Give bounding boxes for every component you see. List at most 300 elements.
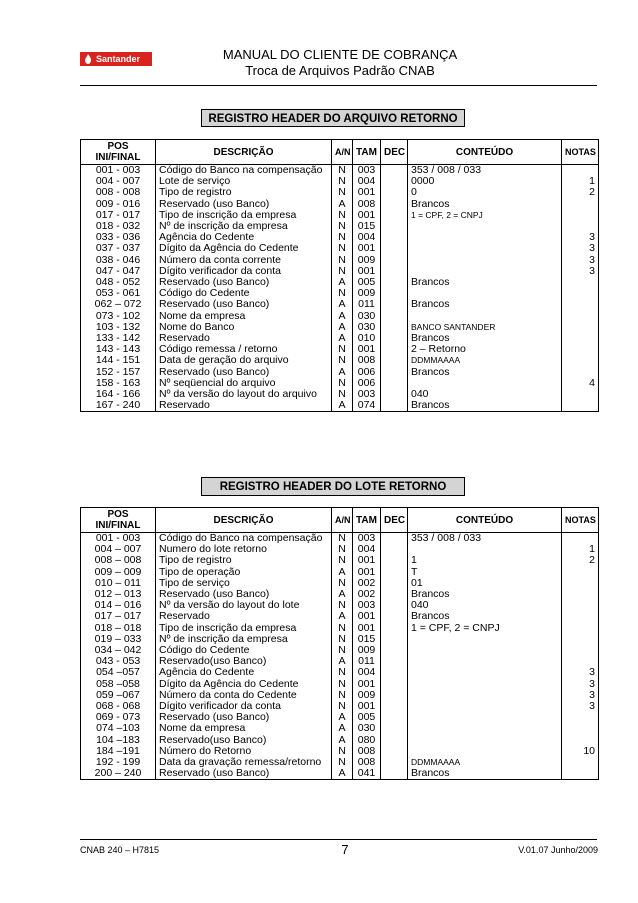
table-row	[81, 533, 599, 545]
field-note: 3	[562, 232, 599, 243]
field-content	[408, 232, 562, 243]
table-row	[81, 221, 599, 232]
field-type: N	[332, 757, 353, 768]
field-note: 1	[562, 176, 599, 187]
field-type: N	[332, 378, 353, 389]
field-content: 2 – Retorno	[408, 344, 562, 355]
field-decimals	[381, 400, 408, 412]
field-decimals	[381, 533, 408, 545]
field-note	[562, 611, 599, 622]
field-size: 001	[353, 243, 381, 254]
field-note: 3	[562, 667, 599, 678]
field-content: Brancos	[408, 589, 562, 600]
field-size: 008	[353, 746, 381, 757]
field-size: 009	[353, 645, 381, 656]
field-description: Reservado (uso Banco)	[156, 589, 332, 600]
footer-divider	[80, 839, 597, 840]
field-position: 074 –103	[81, 723, 156, 734]
field-description: Nome do Banco	[156, 322, 332, 333]
field-note: 3	[562, 243, 599, 254]
field-decimals	[381, 645, 408, 656]
field-size: 001	[353, 611, 381, 622]
field-type: N	[332, 266, 353, 277]
field-position: 058 –058	[81, 679, 156, 690]
field-type: A	[332, 735, 353, 746]
field-size: 008	[353, 355, 381, 366]
field-decimals	[381, 243, 408, 254]
field-note	[562, 277, 599, 288]
field-decimals	[381, 210, 408, 221]
field-type: N	[332, 544, 353, 555]
field-size: 011	[353, 299, 381, 310]
field-size: 004	[353, 667, 381, 678]
table-row	[81, 555, 599, 566]
field-position: 014 – 016	[81, 600, 156, 611]
field-decimals	[381, 221, 408, 232]
table-row	[81, 176, 599, 187]
field-decimals	[381, 367, 408, 378]
field-type: N	[332, 243, 353, 254]
field-size: 003	[353, 533, 381, 545]
field-type: A	[332, 567, 353, 578]
field-size: 004	[353, 544, 381, 555]
table-row	[81, 187, 599, 198]
field-position: 073 - 102	[81, 311, 156, 322]
field-decimals	[381, 723, 408, 734]
field-content: 1 = CPF, 2 = CNPJ	[408, 623, 562, 634]
field-note: 3	[562, 266, 599, 277]
field-decimals	[381, 679, 408, 690]
field-type: N	[332, 187, 353, 198]
field-description: Dígito verificador da conta	[156, 266, 332, 277]
field-note	[562, 757, 599, 768]
table-row	[81, 355, 599, 366]
field-size: 015	[353, 221, 381, 232]
table-row	[81, 757, 599, 768]
field-size: 009	[353, 255, 381, 266]
field-description: Código remessa / retorno	[156, 344, 332, 355]
header-divider	[80, 85, 597, 86]
field-type: N	[332, 600, 353, 611]
field-content	[408, 243, 562, 254]
field-description: Reservado	[156, 400, 332, 412]
field-position: 069 - 073	[81, 712, 156, 723]
field-size: 001	[353, 623, 381, 634]
field-content	[408, 544, 562, 555]
document-title: MANUAL DO CLIENTE DE COBRANÇA	[222, 47, 458, 62]
field-size: 030	[353, 322, 381, 333]
field-note	[562, 645, 599, 656]
field-content: Brancos	[408, 277, 562, 288]
field-position: 008 – 008	[81, 555, 156, 566]
field-description: Tipo de serviço	[156, 578, 332, 589]
field-position: 068 - 068	[81, 701, 156, 712]
field-size: 080	[353, 735, 381, 746]
field-note	[562, 389, 599, 400]
field-note	[562, 333, 599, 344]
field-size: 002	[353, 589, 381, 600]
field-content: Brancos	[408, 199, 562, 210]
field-position: 164 - 166	[81, 389, 156, 400]
field-position: 034 – 042	[81, 645, 156, 656]
document-subtitle: Troca de Arquivos Padrão CNAB	[245, 63, 435, 78]
field-decimals	[381, 757, 408, 768]
field-note	[562, 199, 599, 210]
field-note	[562, 623, 599, 634]
field-type: A	[332, 311, 353, 322]
field-decimals	[381, 333, 408, 344]
table-row	[81, 165, 599, 177]
field-size: 008	[353, 757, 381, 768]
field-description: Reservado	[156, 333, 332, 344]
field-description: Agência do Cedente	[156, 667, 332, 678]
field-note	[562, 288, 599, 299]
table-row	[81, 389, 599, 400]
field-decimals	[381, 544, 408, 555]
field-note: 3	[562, 679, 599, 690]
table-row	[81, 589, 599, 600]
field-type: A	[332, 400, 353, 412]
field-type: N	[332, 679, 353, 690]
field-position: 009 – 009	[81, 567, 156, 578]
field-content: T	[408, 567, 562, 578]
field-content	[408, 255, 562, 266]
field-type: N	[332, 578, 353, 589]
field-position: 018 – 018	[81, 623, 156, 634]
field-note	[562, 735, 599, 746]
field-description: Data de geração do arquivo	[156, 355, 332, 366]
table-row	[81, 199, 599, 210]
field-note	[562, 367, 599, 378]
field-note	[562, 165, 599, 177]
table-row	[81, 667, 599, 678]
flame-icon	[83, 54, 93, 64]
field-decimals	[381, 389, 408, 400]
field-description: Reservado (uso Banco)	[156, 277, 332, 288]
table-row	[81, 255, 599, 266]
field-position: 001 - 003	[81, 533, 156, 545]
field-description: Tipo de inscrição da empresa	[156, 623, 332, 634]
field-decimals	[381, 611, 408, 622]
field-description: Dígito da Agência do Cedente	[156, 679, 332, 690]
section1-table	[80, 139, 599, 412]
col-tam: TAM	[353, 508, 381, 533]
field-size: 074	[353, 400, 381, 412]
field-description: Tipo de registro	[156, 555, 332, 566]
field-position: 104 –183	[81, 735, 156, 746]
field-content: 353 / 008 / 033	[408, 533, 562, 545]
field-content: 1 = CPF, 2 = CNPJ	[408, 210, 562, 221]
table-row	[81, 243, 599, 254]
field-description: Reservado(uso Banco)	[156, 656, 332, 667]
field-note: 3	[562, 255, 599, 266]
field-size: 003	[353, 165, 381, 177]
table-header-row	[81, 508, 599, 533]
field-content: 01	[408, 578, 562, 589]
section1-title: REGISTRO HEADER DO ARQUIVO RETORNO	[201, 109, 465, 127]
field-position: 018 - 032	[81, 221, 156, 232]
field-type: A	[332, 367, 353, 378]
field-size: 003	[353, 389, 381, 400]
table-row	[81, 768, 599, 780]
field-content: Brancos	[408, 768, 562, 780]
field-decimals	[381, 578, 408, 589]
field-type: N	[332, 645, 353, 656]
field-content: 0	[408, 187, 562, 198]
field-size: 005	[353, 712, 381, 723]
field-type: A	[332, 611, 353, 622]
field-content	[408, 712, 562, 723]
field-description: Número da conta corrente	[156, 255, 332, 266]
field-content	[408, 667, 562, 678]
table-row	[81, 299, 599, 310]
field-position: 017 - 017	[81, 210, 156, 221]
field-note: 2	[562, 187, 599, 198]
field-position: 033 - 036	[81, 232, 156, 243]
section2-title: REGISTRO HEADER DO LOTE RETORNO	[201, 477, 465, 496]
field-note	[562, 723, 599, 734]
field-note	[562, 600, 599, 611]
field-description: Tipo de inscrição da empresa	[156, 210, 332, 221]
field-description: Nome da empresa	[156, 723, 332, 734]
field-position: 001 - 003	[81, 165, 156, 177]
field-description: Reservado(uso Banco)	[156, 735, 332, 746]
field-content	[408, 266, 562, 277]
field-decimals	[381, 623, 408, 634]
section2-table	[80, 507, 599, 780]
field-note	[562, 210, 599, 221]
field-position: 047 - 047	[81, 266, 156, 277]
field-position: 143 - 143	[81, 344, 156, 355]
field-note	[562, 656, 599, 667]
table-row	[81, 400, 599, 412]
col-dec: DEC	[381, 508, 408, 533]
table-row	[81, 746, 599, 757]
field-position: 158 - 163	[81, 378, 156, 389]
field-decimals	[381, 232, 408, 243]
field-position: 152 - 157	[81, 367, 156, 378]
field-note	[562, 400, 599, 412]
field-description: Reservado	[156, 611, 332, 622]
field-description: Lote de serviço	[156, 176, 332, 187]
field-decimals	[381, 255, 408, 266]
logo-text: Santander	[96, 54, 141, 64]
table-row	[81, 701, 599, 712]
field-note	[562, 299, 599, 310]
field-position: 059 –067	[81, 690, 156, 701]
field-description: Nº de inscrição da empresa	[156, 634, 332, 645]
field-decimals	[381, 701, 408, 712]
field-position: 009 - 016	[81, 199, 156, 210]
table-row	[81, 367, 599, 378]
field-type: A	[332, 589, 353, 600]
field-note	[562, 567, 599, 578]
field-position: 053 - 061	[81, 288, 156, 299]
field-type: N	[332, 623, 353, 634]
field-position: 037 - 037	[81, 243, 156, 254]
field-size: 030	[353, 723, 381, 734]
field-type: N	[332, 288, 353, 299]
field-note	[562, 533, 599, 545]
field-description: Código do Banco na compensação	[156, 533, 332, 545]
field-content: 353 / 008 / 033	[408, 165, 562, 177]
field-note	[562, 221, 599, 232]
field-position: 200 – 240	[81, 768, 156, 780]
field-type: N	[332, 210, 353, 221]
field-size: 011	[353, 656, 381, 667]
field-position: 103 - 132	[81, 322, 156, 333]
field-description: Código do Banco na compensação	[156, 165, 332, 177]
table-row	[81, 210, 599, 221]
field-position: 038 - 046	[81, 255, 156, 266]
field-description: Código do Cedente	[156, 645, 332, 656]
field-position: 017 – 017	[81, 611, 156, 622]
field-type: A	[332, 277, 353, 288]
field-size: 001	[353, 701, 381, 712]
field-type: A	[332, 768, 353, 780]
col-descricao: DESCRIÇÃO	[156, 508, 332, 533]
table-row	[81, 232, 599, 243]
field-content	[408, 634, 562, 645]
field-position: 184 –191	[81, 746, 156, 757]
field-type: N	[332, 555, 353, 566]
field-decimals	[381, 266, 408, 277]
page-number: 7	[341, 842, 349, 857]
field-position: 054 –057	[81, 667, 156, 678]
footer-version: V.01.07 Junho/2009	[518, 845, 598, 855]
table-row	[81, 723, 599, 734]
field-size: 001	[353, 210, 381, 221]
field-content: DDMMAAAA	[408, 757, 562, 768]
field-content	[408, 735, 562, 746]
field-size: 030	[353, 311, 381, 322]
field-note	[562, 578, 599, 589]
field-type: A	[332, 723, 353, 734]
field-content	[408, 701, 562, 712]
field-position: 008 - 008	[81, 187, 156, 198]
col-notas: NOTAS	[562, 140, 599, 165]
field-content: Brancos	[408, 611, 562, 622]
table-row	[81, 634, 599, 645]
field-size: 001	[353, 187, 381, 198]
table-row	[81, 656, 599, 667]
field-description: Nº da versão do layout do lote	[156, 600, 332, 611]
field-type: N	[332, 690, 353, 701]
field-type: N	[332, 255, 353, 266]
field-size: 009	[353, 288, 381, 299]
field-type: N	[332, 355, 353, 366]
field-decimals	[381, 355, 408, 366]
field-content	[408, 679, 562, 690]
field-note	[562, 355, 599, 366]
field-size: 001	[353, 567, 381, 578]
field-type: N	[332, 344, 353, 355]
field-decimals	[381, 600, 408, 611]
field-content: BANCO SANTANDER	[408, 322, 562, 333]
field-description: Dígito verificador da conta	[156, 701, 332, 712]
field-content: Brancos	[408, 400, 562, 412]
col-pos: POS INI/FINAL	[81, 508, 156, 533]
field-decimals	[381, 746, 408, 757]
field-description: Nome da empresa	[156, 311, 332, 322]
field-content: Brancos	[408, 333, 562, 344]
field-decimals	[381, 187, 408, 198]
field-size: 004	[353, 232, 381, 243]
field-description: Nº de inscrição da empresa	[156, 221, 332, 232]
field-note	[562, 634, 599, 645]
field-type: A	[332, 299, 353, 310]
field-description: Tipo de registro	[156, 187, 332, 198]
field-position: 048 - 052	[81, 277, 156, 288]
field-size: 002	[353, 578, 381, 589]
table-row	[81, 690, 599, 701]
field-note: 10	[562, 746, 599, 757]
field-type: N	[332, 165, 353, 177]
field-decimals	[381, 555, 408, 566]
col-dec: DEC	[381, 140, 408, 165]
table-row	[81, 623, 599, 634]
field-decimals	[381, 667, 408, 678]
field-decimals	[381, 712, 408, 723]
field-description: Nº seqüencial do arquivo	[156, 378, 332, 389]
table-row	[81, 311, 599, 322]
field-position: 062 – 072	[81, 299, 156, 310]
field-description: Numero do lote retorno	[156, 544, 332, 555]
field-decimals	[381, 656, 408, 667]
field-type: N	[332, 634, 353, 645]
field-content	[408, 288, 562, 299]
col-conteudo: CONTEÚDO	[408, 508, 562, 533]
field-description: Reservado (uso Banco)	[156, 712, 332, 723]
field-decimals	[381, 299, 408, 310]
field-description: Nº da versão do layout do arquivo	[156, 389, 332, 400]
field-description: Reservado (uso Banco)	[156, 768, 332, 780]
field-type: N	[332, 701, 353, 712]
field-position: 167 - 240	[81, 400, 156, 412]
field-position: 004 - 007	[81, 176, 156, 187]
field-content	[408, 311, 562, 322]
field-note	[562, 768, 599, 780]
santander-logo	[80, 52, 152, 66]
field-content	[408, 645, 562, 656]
field-content	[408, 378, 562, 389]
table-row	[81, 344, 599, 355]
field-position: 144 - 151	[81, 355, 156, 366]
field-position: 043 - 053	[81, 656, 156, 667]
field-decimals	[381, 288, 408, 299]
field-position: 012 – 013	[81, 589, 156, 600]
field-size: 010	[353, 333, 381, 344]
table-row	[81, 288, 599, 299]
col-an: A/N	[332, 140, 353, 165]
col-tam: TAM	[353, 140, 381, 165]
field-size: 009	[353, 690, 381, 701]
field-size: 006	[353, 378, 381, 389]
table-row	[81, 611, 599, 622]
table-row	[81, 578, 599, 589]
field-content	[408, 656, 562, 667]
field-type: A	[332, 656, 353, 667]
field-note: 3	[562, 701, 599, 712]
field-content: DDMMAAAA	[408, 355, 562, 366]
field-decimals	[381, 567, 408, 578]
table-row	[81, 266, 599, 277]
field-size: 005	[353, 277, 381, 288]
col-conteudo: CONTEÚDO	[408, 140, 562, 165]
col-pos: POS INI/FINAL	[81, 140, 156, 165]
field-type: A	[332, 199, 353, 210]
field-description: Número da conta do Cedente	[156, 690, 332, 701]
